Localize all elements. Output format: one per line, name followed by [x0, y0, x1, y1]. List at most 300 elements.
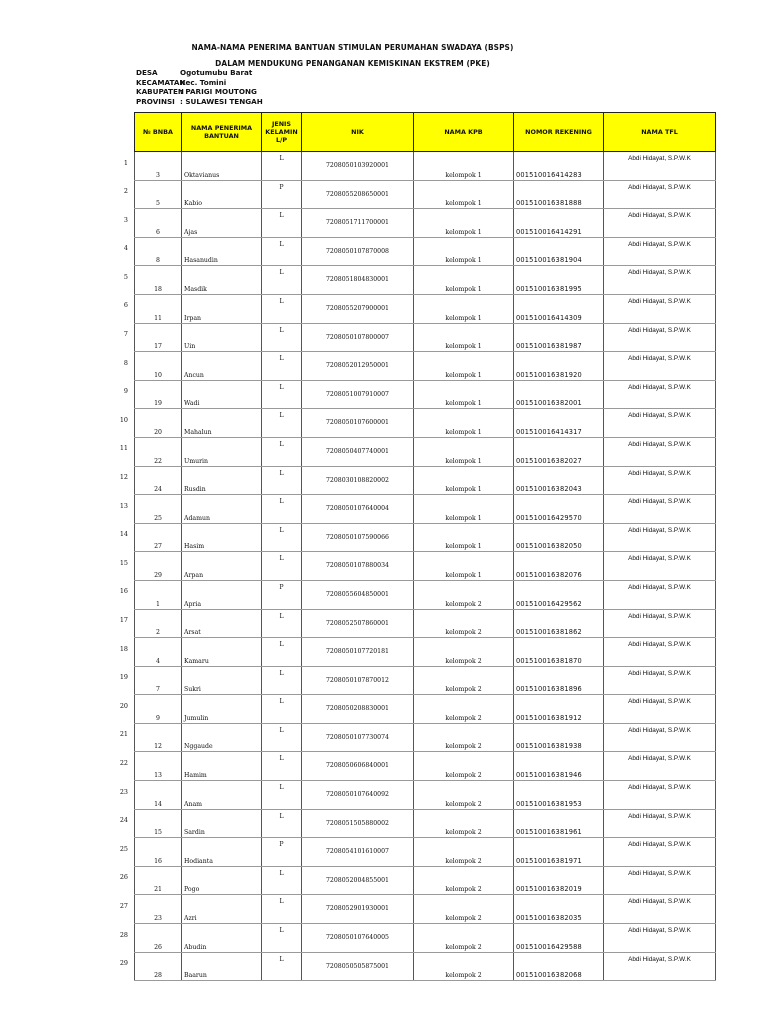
gender: P — [279, 183, 284, 191]
tfl-name: Abdi Hidayat, S.P.W.K — [628, 869, 691, 877]
row-number: 26 — [119, 873, 128, 882]
row-number: 12 — [119, 473, 128, 482]
gender-cell — [262, 352, 302, 381]
tfl-name: Abdi Hidayat, S.P.W.K — [628, 583, 691, 591]
kecamatan-value: Kec. Tomini — [180, 77, 227, 87]
kpb-name-cell — [414, 495, 514, 524]
bnba-number-cell — [135, 952, 182, 981]
bnba-number-cell — [135, 580, 182, 609]
recipient-name-cell — [182, 752, 262, 781]
recipient-name: Pogo — [184, 886, 200, 894]
bnba-number-cell — [135, 924, 182, 953]
bnba-number-cell — [135, 180, 182, 209]
kpb-name: kelompok 2 — [445, 857, 482, 865]
row-number: 11 — [119, 444, 128, 453]
tfl-name-cell — [604, 294, 716, 323]
gender-cell — [262, 152, 302, 181]
kpb-name: kelompok 1 — [445, 543, 482, 551]
account-number-cell — [514, 437, 604, 466]
bnba-number-cell — [135, 294, 182, 323]
recipient-name-cell — [182, 466, 262, 495]
gender-cell — [262, 809, 302, 838]
tfl-name-cell — [604, 237, 716, 266]
row-number: 22 — [119, 758, 128, 767]
kpb-name-cell — [414, 209, 514, 238]
kpb-name-cell — [414, 466, 514, 495]
account-number: 001510016429562 — [516, 599, 582, 608]
account-number-cell — [514, 352, 604, 381]
recipient-name-cell — [182, 781, 262, 810]
gender-cell — [262, 866, 302, 895]
table-row — [135, 695, 716, 724]
nik: 7208050407740001 — [326, 447, 389, 455]
account-number: 001510016414309 — [516, 313, 582, 322]
gender: L — [279, 612, 284, 620]
kpb-name-cell — [414, 409, 514, 438]
tfl-name: Abdi Hidayat, S.P.W.K — [628, 641, 691, 649]
tfl-name: Abdi Hidayat, S.P.W.K — [628, 927, 691, 935]
kpb-name-cell — [414, 952, 514, 981]
row-number: 20 — [119, 701, 128, 710]
kpb-name: kelompok 2 — [445, 829, 482, 837]
bnba-number: 16 — [154, 857, 162, 865]
recipient-name: Jumulin — [184, 714, 209, 722]
gender: L — [279, 898, 284, 906]
nik: 7208050107600001 — [326, 419, 389, 427]
tfl-name: Abdi Hidayat, S.P.W.K — [628, 498, 691, 506]
tfl-name-cell — [604, 781, 716, 810]
bnba-number-cell — [135, 809, 182, 838]
tfl-name: Abdi Hidayat, S.P.W.K — [628, 698, 691, 706]
recipient-name: Hodianta — [184, 857, 213, 865]
tfl-name: Abdi Hidayat, S.P.W.K — [628, 555, 691, 563]
bnba-number-cell — [135, 437, 182, 466]
nik: 7208052004855001 — [326, 876, 389, 884]
kpb-name: kelompok 2 — [445, 686, 482, 694]
row-number: 2 — [123, 187, 128, 196]
gender: L — [279, 812, 284, 820]
table-row — [135, 237, 716, 266]
nik-cell — [302, 723, 414, 752]
tfl-name-cell — [604, 952, 716, 981]
provinsi-label: PROVINSI — [136, 96, 175, 106]
gender-cell — [262, 781, 302, 810]
recipient-name-cell — [182, 809, 262, 838]
gender: L — [279, 555, 284, 563]
recipient-name: Arsat — [184, 629, 201, 637]
account-number-cell — [514, 209, 604, 238]
nik: 7208050107640005 — [326, 934, 389, 942]
account-number: 001510016381995 — [516, 284, 582, 293]
gender: L — [279, 383, 284, 391]
kpb-name: kelompok 1 — [445, 228, 482, 236]
recipient-name-cell — [182, 895, 262, 924]
tfl-name-cell — [604, 580, 716, 609]
gender-cell — [262, 638, 302, 667]
account-number: 001510016414291 — [516, 227, 582, 236]
gender: L — [279, 955, 284, 963]
nik-cell — [302, 781, 414, 810]
bnba-number-cell — [135, 209, 182, 238]
kpb-name-cell — [414, 695, 514, 724]
bnba-number-cell — [135, 523, 182, 552]
recipient-name-cell — [182, 638, 262, 667]
kpb-name: kelompok 1 — [445, 514, 482, 522]
account-number-cell — [514, 723, 604, 752]
nik: 7208052012950001 — [326, 362, 389, 370]
bnba-number: 18 — [154, 285, 162, 293]
gender: L — [279, 212, 284, 220]
bnba-number: 11 — [154, 314, 162, 322]
tfl-name: Abdi Hidayat, S.P.W.K — [628, 726, 691, 734]
tfl-name-cell — [604, 409, 716, 438]
tfl-name-cell — [604, 638, 716, 667]
row-number: 27 — [119, 901, 128, 910]
tfl-name-cell — [604, 924, 716, 953]
account-number: 001510016381946 — [516, 771, 582, 780]
kpb-name: kelompok 2 — [445, 657, 482, 665]
recipient-name-cell — [182, 152, 262, 181]
row-number: 21 — [119, 730, 128, 739]
header-nama: NAMA PENERIMA BANTUAN — [182, 113, 262, 152]
tfl-name: Abdi Hidayat, S.P.W.K — [628, 755, 691, 763]
table-row — [135, 752, 716, 781]
tfl-name-cell — [604, 152, 716, 181]
account-number-cell — [514, 266, 604, 295]
table-row — [135, 209, 716, 238]
recipient-name: Sardin — [184, 829, 205, 837]
kabupaten-value: : PARIGI MOUTONG — [180, 87, 257, 97]
row-number: 14 — [119, 530, 128, 539]
nik: 7208050505875001 — [326, 962, 389, 970]
bnba-number: 8 — [156, 257, 160, 265]
account-number: 001510016382068 — [516, 971, 582, 980]
kpb-name: kelompok 1 — [445, 400, 482, 408]
account-number: 001510016381870 — [516, 656, 582, 665]
table-row — [135, 409, 716, 438]
row-number: 6 — [123, 301, 128, 310]
recipient-name-cell — [182, 952, 262, 981]
bnba-number: 10 — [154, 371, 162, 379]
bnba-number-cell — [135, 495, 182, 524]
kpb-name: kelompok 1 — [445, 486, 482, 494]
table-row — [135, 666, 716, 695]
tfl-name: Abdi Hidayat, S.P.W.K — [628, 297, 691, 305]
table-row — [135, 495, 716, 524]
account-number: 001510016382076 — [516, 570, 582, 579]
account-number-cell — [514, 809, 604, 838]
gender: L — [279, 440, 284, 448]
recipient-name-cell — [182, 323, 262, 352]
recipient-name: Wadi — [184, 400, 200, 408]
nik: 7208051007910007 — [326, 390, 389, 398]
account-number-cell — [514, 866, 604, 895]
location-info — [136, 68, 263, 106]
row-number: 17 — [119, 616, 128, 624]
account-number-cell — [514, 237, 604, 266]
gender: L — [279, 326, 284, 334]
nik: 7208050606840001 — [326, 762, 389, 770]
kpb-name: kelompok 1 — [445, 314, 482, 322]
gender-cell — [262, 266, 302, 295]
nik-cell — [302, 866, 414, 895]
bnba-number: 20 — [154, 428, 162, 436]
gender-cell — [262, 752, 302, 781]
tfl-name: Abdi Hidayat, S.P.W.K — [628, 355, 691, 363]
nik-cell — [302, 152, 414, 181]
nik-cell — [302, 895, 414, 924]
gender-cell — [262, 466, 302, 495]
nik: 7208050107870008 — [326, 247, 389, 255]
kpb-name-cell — [414, 838, 514, 867]
kpb-name-cell — [414, 781, 514, 810]
recipient-name: Baarun — [184, 972, 207, 980]
document-subtitle: DALAM MENDUKUNG PENANGANAN KEMISKINAN EKSTREM (PKE) — [215, 58, 490, 68]
account-number: 001510016381912 — [516, 713, 582, 722]
gender: L — [279, 498, 284, 506]
account-number-cell — [514, 781, 604, 810]
bnba-number-cell — [135, 866, 182, 895]
tfl-name-cell — [604, 180, 716, 209]
nik: 7208050107880034 — [326, 562, 389, 570]
bnba-number: 24 — [154, 486, 162, 494]
bnba-number-cell — [135, 323, 182, 352]
nik: 7208050107870012 — [326, 676, 389, 684]
nik-cell — [302, 695, 414, 724]
recipient-name-cell — [182, 552, 262, 581]
nik: 7208050107800007 — [326, 333, 389, 341]
account-number: 001510016382043 — [516, 485, 582, 494]
table-row — [135, 638, 716, 667]
account-number: 001510016382050 — [516, 542, 582, 551]
gender: L — [279, 641, 284, 649]
row-number: 4 — [123, 244, 128, 253]
gender: L — [279, 784, 284, 792]
table-row — [135, 838, 716, 867]
recipient-name-cell — [182, 695, 262, 724]
recipient-name: Arpan — [184, 571, 204, 579]
recipient-name: Kabio — [184, 200, 202, 208]
row-number: 16 — [119, 587, 128, 596]
bnba-number: 13 — [154, 772, 162, 780]
table-row — [135, 323, 716, 352]
recipient-name: Masdik — [184, 285, 207, 293]
kpb-name: kelompok 1 — [445, 285, 482, 293]
account-number: 001510016429570 — [516, 513, 582, 522]
tfl-name: Abdi Hidayat, S.P.W.K — [628, 155, 691, 162]
tfl-name-cell — [604, 266, 716, 295]
account-number-cell — [514, 609, 604, 638]
recipient-name-cell — [182, 495, 262, 524]
nik-cell — [302, 638, 414, 667]
kpb-name: kelompok 1 — [445, 257, 482, 265]
bnba-number-cell — [135, 609, 182, 638]
recipient-name: Adamun — [184, 514, 210, 522]
recipient-name-cell — [182, 666, 262, 695]
bnba-number: 25 — [154, 514, 162, 522]
tfl-name-cell — [604, 752, 716, 781]
kpb-name: kelompok 2 — [445, 972, 482, 980]
table-row — [135, 380, 716, 409]
kpb-name-cell — [414, 723, 514, 752]
account-number-cell — [514, 638, 604, 667]
recipient-name: Sukri — [184, 686, 201, 694]
account-number: 001510016381896 — [516, 685, 582, 694]
account-number-cell — [514, 580, 604, 609]
gender: L — [279, 240, 284, 248]
tfl-name-cell — [604, 666, 716, 695]
account-number-cell — [514, 752, 604, 781]
row-number: 9 — [123, 387, 128, 396]
recipient-name-cell — [182, 266, 262, 295]
kpb-name-cell — [414, 752, 514, 781]
tfl-name: Abdi Hidayat, S.P.W.K — [628, 183, 691, 191]
kpb-name-cell — [414, 152, 514, 181]
recipient-name: Mahalun — [184, 428, 212, 436]
gender: L — [279, 155, 284, 162]
tfl-name-cell — [604, 609, 716, 638]
bnba-number-cell — [135, 552, 182, 581]
nik-cell — [302, 294, 414, 323]
table-row — [135, 437, 716, 466]
gender-cell — [262, 380, 302, 409]
row-number: 18 — [119, 644, 128, 653]
nik-cell — [302, 752, 414, 781]
nik-cell — [302, 209, 414, 238]
account-number: 001510016381938 — [516, 742, 582, 751]
gender: L — [279, 297, 284, 305]
account-number-cell — [514, 695, 604, 724]
bnba-number: 23 — [154, 915, 162, 923]
recipient-name: Hasim — [184, 543, 205, 551]
nik-cell — [302, 437, 414, 466]
account-number-cell — [514, 466, 604, 495]
bnba-number-cell — [135, 237, 182, 266]
gender: L — [279, 698, 284, 706]
gender-cell — [262, 723, 302, 752]
recipient-name: Rusdin — [184, 486, 206, 494]
tfl-name-cell — [604, 323, 716, 352]
tfl-name: Abdi Hidayat, S.P.W.K — [628, 240, 691, 248]
table-row — [135, 580, 716, 609]
recipient-name-cell — [182, 924, 262, 953]
bnba-number: 2 — [156, 629, 160, 637]
nik-cell — [302, 838, 414, 867]
tfl-name: Abdi Hidayat, S.P.W.K — [628, 526, 691, 534]
recipient-name: Azri — [184, 915, 197, 923]
table-row — [135, 952, 716, 981]
table-row — [135, 552, 716, 581]
bnba-number-cell — [135, 152, 182, 181]
nik: 7208054101610007 — [326, 848, 389, 856]
tfl-name-cell — [604, 209, 716, 238]
gender-cell — [262, 180, 302, 209]
tfl-name: Abdi Hidayat, S.P.W.K — [628, 212, 691, 220]
header-tfl: NAMA TFL — [604, 113, 716, 152]
tfl-name: Abdi Hidayat, S.P.W.K — [628, 412, 691, 420]
tfl-name-cell — [604, 523, 716, 552]
nik: 7208030108820002 — [326, 476, 389, 484]
bnba-number: 15 — [154, 829, 162, 837]
bnba-number-cell — [135, 695, 182, 724]
kpb-name-cell — [414, 580, 514, 609]
kpb-name: kelompok 2 — [445, 915, 482, 923]
account-number-cell — [514, 838, 604, 867]
row-number: 23 — [119, 787, 128, 796]
nik: 7208055604850001 — [326, 590, 389, 598]
tfl-name-cell — [604, 809, 716, 838]
table-row — [135, 466, 716, 495]
gender-cell — [262, 666, 302, 695]
header-no-bnba: № BNBA — [135, 113, 182, 152]
kpb-name: kelompok 1 — [445, 457, 482, 465]
kpb-name: kelompok 2 — [445, 772, 482, 780]
tfl-name: Abdi Hidayat, S.P.W.K — [628, 898, 691, 906]
recipient-name: Hasanudin — [184, 257, 218, 265]
table-row — [135, 523, 716, 552]
recipient-name-cell — [182, 838, 262, 867]
kpb-name-cell — [414, 523, 514, 552]
bnba-number: 26 — [154, 943, 162, 951]
account-number-cell — [514, 895, 604, 924]
account-number: 001510016429588 — [516, 942, 582, 951]
row-number: 25 — [119, 844, 128, 853]
tfl-name-cell — [604, 380, 716, 409]
bnba-number-cell — [135, 723, 182, 752]
kpb-name-cell — [414, 266, 514, 295]
recipient-name: Umurin — [184, 457, 208, 465]
account-number: 001510016381904 — [516, 256, 582, 265]
kpb-name-cell — [414, 323, 514, 352]
recipient-name: Anam — [184, 800, 203, 808]
tfl-name: Abdi Hidayat, S.P.W.K — [628, 383, 691, 391]
recipient-name-cell — [182, 380, 262, 409]
kpb-name-cell — [414, 809, 514, 838]
gender: L — [279, 869, 284, 877]
account-number-cell — [514, 523, 604, 552]
bnba-number: 22 — [154, 457, 162, 465]
kpb-name: kelompok 2 — [445, 943, 482, 951]
recipient-name: Ajas — [184, 228, 198, 236]
tfl-name-cell — [604, 866, 716, 895]
account-number: 001510016381862 — [516, 628, 582, 637]
gender-cell — [262, 838, 302, 867]
table-row — [135, 723, 716, 752]
account-number: 001510016382035 — [516, 914, 582, 923]
nik: 7208051505880002 — [326, 819, 389, 827]
gender-cell — [262, 523, 302, 552]
row-number: 3 — [123, 215, 128, 224]
account-number: 001510016381920 — [516, 370, 582, 379]
kpb-name: kelompok 2 — [445, 743, 482, 751]
gender-cell — [262, 409, 302, 438]
recipient-name-cell — [182, 437, 262, 466]
kpb-name: kelompok 1 — [445, 343, 482, 351]
bnba-number-cell — [135, 409, 182, 438]
nik-cell — [302, 924, 414, 953]
account-number: 001510016382019 — [516, 885, 582, 894]
kpb-name: kelompok 2 — [445, 629, 482, 637]
bnba-number: 14 — [154, 800, 162, 808]
account-number: 001510016381953 — [516, 799, 582, 808]
table-row — [135, 924, 716, 953]
gender-cell — [262, 495, 302, 524]
gender: P — [279, 583, 284, 591]
header-rekening: NOMOR REKENING — [514, 113, 604, 152]
account-number: 001510016381971 — [516, 856, 582, 865]
recipient-name: Nggaude — [184, 743, 213, 751]
tfl-name: Abdi Hidayat, S.P.W.K — [628, 269, 691, 277]
